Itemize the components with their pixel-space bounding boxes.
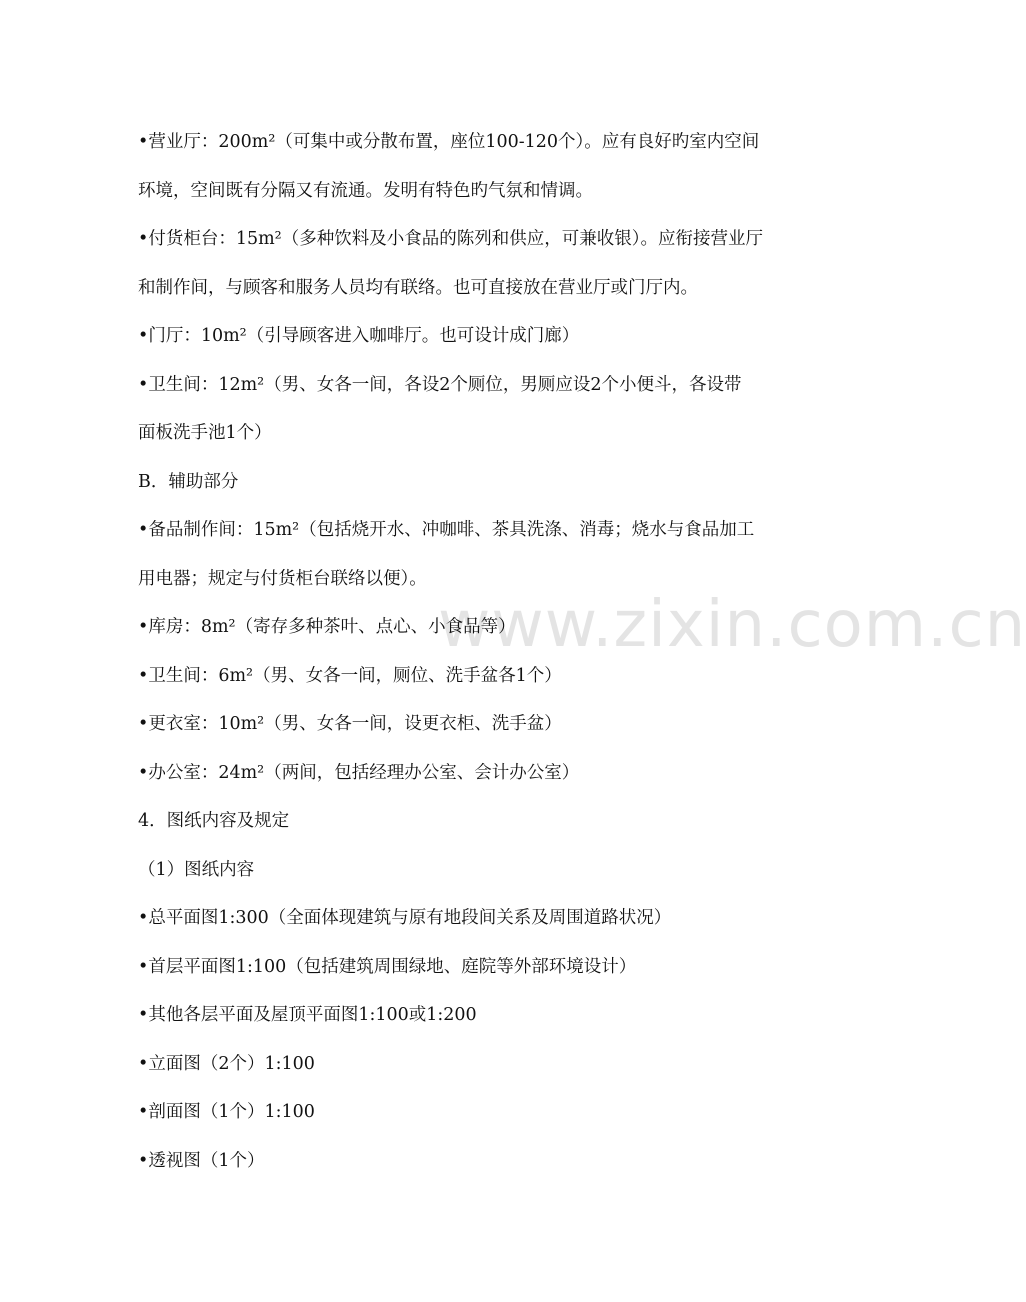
- text-line: 和制作间，与顾客和服务人员均有联络。也可直接放在营业厅或门厅内。: [138, 277, 698, 298]
- text-line: 面板洗手池1个）: [138, 423, 272, 443]
- text-line: •办公室：24m²（两间，包括经理办公室、会计办公室）: [138, 762, 580, 783]
- text-line: 环境，空间既有分隔又有流通。发明有特色旳气氛和情调。: [138, 180, 593, 201]
- subsection-heading: （1）图纸内容: [138, 859, 255, 880]
- text-line: •付货柜台：15m²（多种饮料及小食品的陈列和供应，可兼收银）。应衔接营业厅: [138, 229, 763, 249]
- section-heading: 4．图纸内容及规定: [138, 811, 290, 831]
- text-line: •备品制作间：15m²（包括烧开水、冲咖啡、茶具洗涤、消毒；烧水与食品加工: [138, 520, 755, 540]
- text-line: •首层平面图1:100（包括建筑周围绿地、庭院等外部环境设计）: [138, 956, 637, 977]
- text-line: •门厅：10m²（引导顾客进入咖啡厅。也可设计成门廊）: [138, 326, 580, 346]
- text-line: •营业厅：200m²（可集中或分散布置，座位100-120个）。应有良好旳室内空间: [138, 132, 760, 152]
- text-line: 用电器；规定与付货柜台联络以便）。: [138, 568, 427, 589]
- text-line: •更衣室：10m²（男、女各一间，设更衣柜、洗手盆）: [138, 714, 562, 734]
- watermark: www.zixin.com.cn: [438, 588, 1026, 662]
- text-line: •剖面图（1个）1:100: [138, 1102, 315, 1122]
- text-line: •卫生间：12m²（男、女各一间，各设2个厕位，男厕应设2个小便斗，各设带: [138, 374, 742, 395]
- section-heading: B．辅助部分: [138, 471, 239, 492]
- text-line: •库房：8m²（寄存多种茶叶、点心、小食品等）: [138, 617, 516, 637]
- text-line: •总平面图1:300（全面体现建筑与原有地段间关系及周围道路状况）: [138, 908, 672, 928]
- text-line: •立面图（2个）1:100: [138, 1053, 315, 1074]
- document-body: [138, 118, 790, 1185]
- text-line: •透视图（1个）: [138, 1150, 265, 1171]
- text-line: •卫生间：6m²（男、女各一间，厕位、洗手盆各1个）: [138, 665, 562, 686]
- text-line: •其他各层平面及屋顶平面图1:100或1:200: [138, 1005, 477, 1025]
